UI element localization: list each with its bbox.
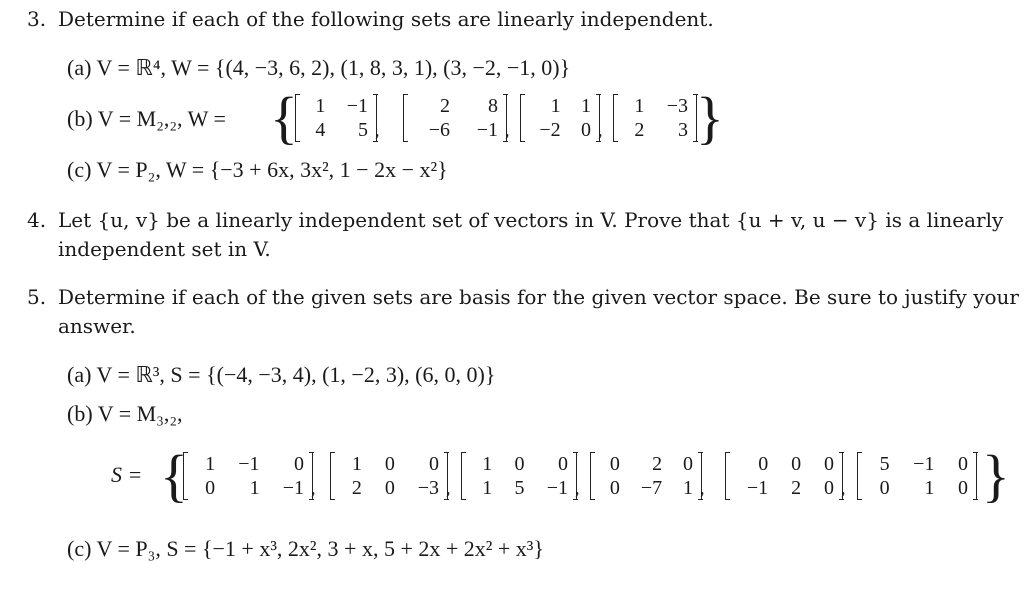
matrix (295, 94, 377, 142)
set-open-brace-5b: { (160, 443, 188, 508)
matrix-entry: 1 (550, 95, 561, 117)
matrix-entry: 1 (351, 453, 362, 475)
matrix-entry: 0 (758, 453, 769, 475)
matrix-entry: 0 (958, 453, 968, 475)
matrix-entry: 3 (678, 119, 688, 141)
problem-3b-label: (b) V = M₂,₂, W = (67, 106, 226, 131)
matrix-entry: −1 (238, 453, 260, 475)
matrix (725, 452, 843, 500)
matrix-entry: −1 (913, 453, 935, 475)
comma-separator: , (700, 478, 705, 498)
matrix-entry: −1 (346, 95, 368, 117)
matrix (613, 94, 697, 142)
matrix-entry: 5 (879, 453, 890, 475)
problem-4-number: 4. (27, 208, 47, 232)
set-close-brace: } (696, 85, 724, 150)
matrix-entry: 0 (294, 453, 304, 475)
matrix-entry: 0 (824, 453, 834, 475)
matrix-entry: 2 (634, 119, 645, 141)
matrix-entry: 2 (791, 477, 802, 499)
matrix-entry: −1 (546, 477, 568, 499)
matrix-entry: 0 (879, 477, 890, 499)
matrix-entry: −2 (539, 119, 561, 141)
matrix-entry: 0 (558, 453, 568, 475)
problem-4-line-2: independent set in V. (58, 237, 271, 261)
matrix-entry: 0 (384, 477, 395, 499)
matrix-entry: −1 (746, 477, 769, 499)
problem-3c: (c) V = P₂, W = {−3 + 6x, 3x², 1 − 2x − x²} (67, 157, 448, 182)
matrix-entry: 2 (652, 453, 663, 475)
matrix (330, 452, 448, 500)
comma-separator: , (598, 120, 603, 140)
matrix-entry: 0 (609, 453, 620, 475)
matrix-entry: −3 (666, 95, 688, 117)
problem-5b-s-label: S = (111, 462, 143, 487)
comma-separator: , (841, 478, 846, 498)
matrix-entry: 1 (581, 95, 591, 117)
matrix-entry: −7 (640, 477, 663, 499)
matrix-entry: 0 (514, 453, 525, 475)
matrix-entry: 2 (440, 95, 450, 117)
matrix-entry: 1 (205, 453, 216, 475)
matrix-entry: 0 (958, 477, 968, 499)
comma-separator: , (446, 478, 451, 498)
matrix-entry: 1 (315, 95, 326, 117)
matrix-entry: 1 (924, 477, 935, 499)
problem-5-number: 5. (27, 285, 47, 309)
problem-3-number: 3. (27, 7, 47, 31)
matrix-entry: −3 (417, 477, 439, 499)
problem-5b: (b) V = M₃,₂, (67, 401, 183, 426)
matrix-entry: −6 (428, 119, 450, 141)
comma-separator: , (375, 120, 380, 140)
matrix (183, 452, 313, 500)
matrix-entry: 0 (609, 477, 620, 499)
problem-5-line-1: Determine if each of the given sets are basis for the given vector space. Be sure to justify your (58, 285, 1019, 309)
matrix-entry: 5 (514, 477, 525, 499)
matrix-entry: 1 (634, 95, 645, 117)
matrix-entry: 1 (482, 453, 493, 475)
matrix-entry: 0 (429, 453, 439, 475)
comma-separator: , (311, 478, 316, 498)
problem-3-stem: Determine if each of the following sets are linearly independent. (58, 7, 714, 31)
matrix-entry: 1 (249, 477, 260, 499)
problem-5-line-2: answer. (58, 314, 136, 338)
matrix-entry: 2 (351, 477, 362, 499)
matrix-entry: 1 (683, 477, 693, 499)
matrix-entry: −1 (476, 119, 498, 141)
matrix-entry: 0 (824, 477, 834, 499)
matrix-entry: 0 (581, 119, 591, 141)
matrix-entry: 0 (791, 453, 802, 475)
matrix (520, 94, 600, 142)
matrix-entry: 1 (482, 477, 493, 499)
matrix (461, 452, 577, 500)
matrix-entry: 0 (384, 453, 395, 475)
matrix-entry: −1 (282, 477, 304, 499)
matrix (403, 94, 507, 142)
problem-5a: (a) V = ℝ³, S = {(−4, −3, 4), (1, −2, 3), (6, 0, 0)} (67, 362, 496, 387)
comma-separator: , (575, 478, 580, 498)
set-open-brace: { (270, 85, 298, 150)
comma-separator: , (505, 120, 510, 140)
set-close-brace-5b: } (982, 443, 1010, 508)
problem-3a: (a) V = ℝ⁴, W = {(4, −3, 6, 2), (1, 8, 3, 1), (3, −2, −1, 0)} (67, 55, 571, 80)
matrix-entry: 0 (683, 453, 693, 475)
matrix-entry: 8 (488, 95, 498, 117)
matrix-entry: 5 (358, 119, 368, 141)
matrix-entry: 4 (315, 119, 326, 141)
matrix (590, 452, 702, 500)
problem-5c: (c) V = P₃, S = {−1 + x³, 2x², 3 + x, 5 + 2x + 2x² + x³} (67, 536, 544, 561)
matrix (857, 452, 977, 500)
matrix-entry: 0 (205, 477, 216, 499)
problem-4-line-1: Let {u, v} be a linearly independent set of vectors in V. Prove that {u + v, u − v} is a linearly (58, 208, 1004, 232)
